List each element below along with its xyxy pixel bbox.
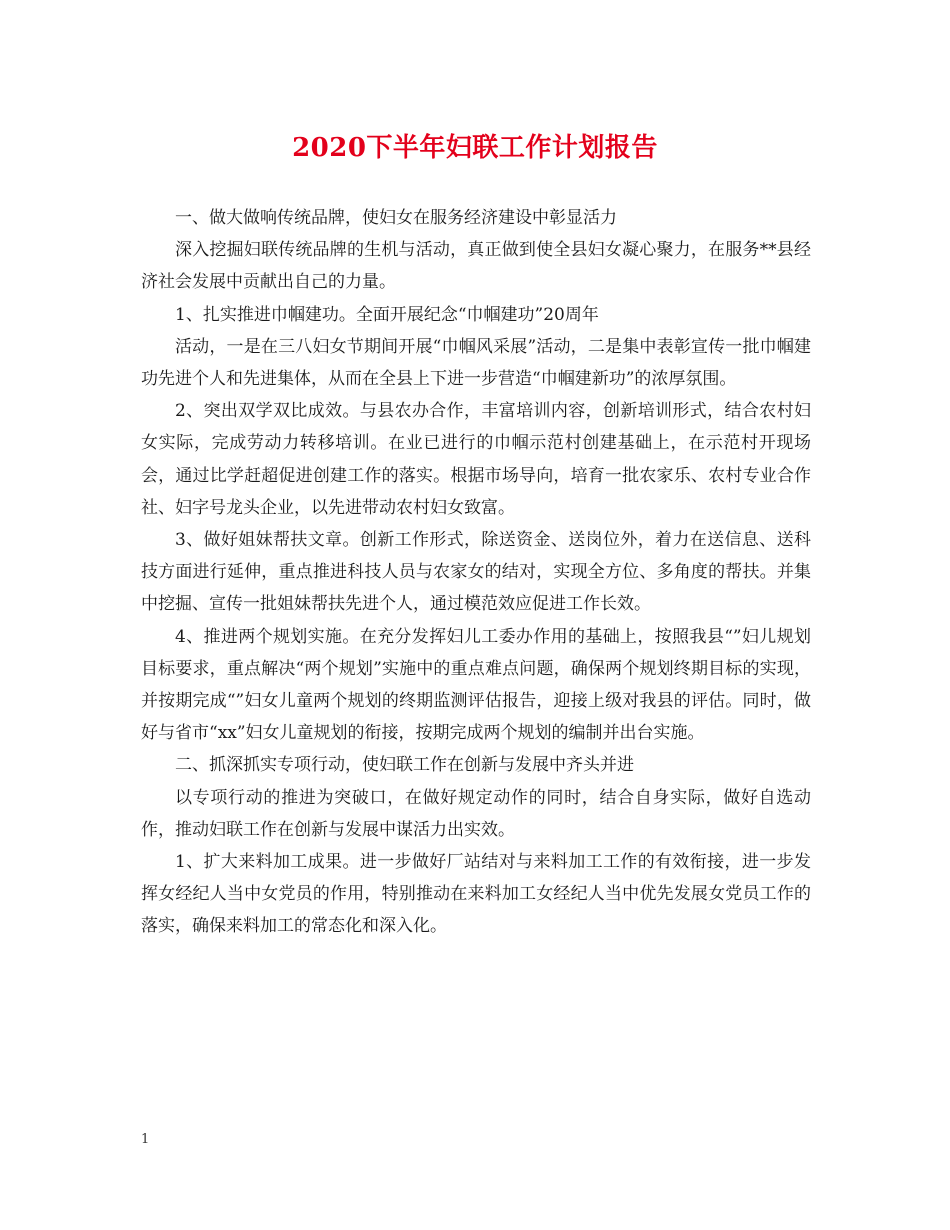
document-title: 2020下半年妇联工作计划报告 bbox=[292, 133, 658, 163]
paragraph: 2、突出双学双比成效。与县农办合作，丰富培训内容，创新培训形式，结合农村妇女实际，完成劳动力转移培训。在业已进行的巾帼示范村创建基础上，在示范村开现场会，通过比学赶超促进创建工作的落实。根据市场导向，培育一批农家乐、农村专业合作社、妇字号龙头企业，以先进带动农村妇女致富。 bbox=[141, 401, 811, 518]
document-body bbox=[141, 202, 811, 943]
paragraph: 1、扩大来料加工成果。进一步做好厂站结对与来料加工工作的有效衔接，进一步发挥女经纪人当中女党员的作用，特别推动在来料加工女经纪人当中优先发展女党员工作的落实，确保来料加工的常态化和深入化。 bbox=[141, 852, 811, 937]
paragraph: 3、做好姐妹帮扶文章。创新工作形式，除送资金、送岗位外，着力在送信息、送科技方面进行延伸，重点推进科技人员与农家女的结对，实现全方位、多角度的帮扶。并集中挖掘、宣传一批姐妹帮扶先进个人，通过模范效应促进工作长效。 bbox=[141, 530, 811, 615]
paragraph: 二、抓深抓实专项行动，使妇联工作在创新与发展中齐头并进 bbox=[175, 755, 634, 776]
paragraph: 以专项行动的推进为突破口，在做好规定动作的同时，结合自身实际，做好自选动作，推动妇联工作在创新与发展中谋活力出实效。 bbox=[141, 787, 811, 840]
page-number: 1 bbox=[141, 1132, 150, 1147]
paragraph: 活动，一是在三八妇女节期间开展“巾帼风采展”活动，二是集中表彰宣传一批巾帼建功先进个人和先进集体，从而在全县上下进一步营造“巾帼建新功”的浓厚氛围。 bbox=[141, 336, 811, 390]
paragraph: 深入挖掘妇联传统品牌的生机与活动，真正做到使全县妇女凝心聚力，在服务**县经济社会发展中贡献出自己的力量。 bbox=[141, 240, 811, 293]
paragraph: 一、做大做响传统品牌，使妇女在服务经济建设中彰显活力 bbox=[175, 208, 617, 228]
paragraph: 4、推进两个规划实施。在充分发挥妇儿工委办作用的基础上，按照我县“”妇儿规划目标要求，重点解决“两个规划”实施中的重点难点问题，确保两个规划终期目标的实现，并按期完成“”妇女儿童两个规划的终期监测评估报告，迎接上级对我县的评估。同时，做好与省市“xx”妇女儿童规划的衔接，按期完成两个规划的编制并出台实施。 bbox=[141, 626, 811, 744]
paragraph: 1、扎实推进巾帼建功。全面开展纪念“巾帼建功”20周年 bbox=[175, 304, 599, 325]
